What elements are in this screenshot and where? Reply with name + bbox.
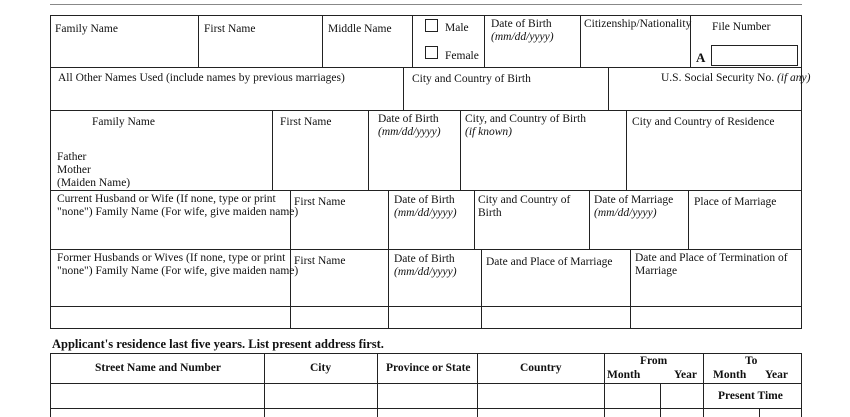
spouse-label-line1: Current Husband or Wife (If none, type or print [57,193,276,205]
male-checkbox[interactable] [425,19,438,32]
grid-line [801,249,802,328]
spouse-birthplace-label2: Birth [478,207,502,219]
grid-line [660,383,661,417]
citizenship-field[interactable] [581,16,692,67]
ssn-field[interactable] [609,68,811,110]
grid-line [481,249,482,328]
grid-line [50,190,802,191]
ssn-note: (if any) [776,72,811,84]
grid-line [50,408,802,409]
to-month-header: Month [713,369,747,381]
father-label: Father [57,151,87,163]
grid-line [589,190,590,249]
former-dob-label: Date of Birth [394,253,455,265]
grid-line [477,353,478,417]
grid-line [801,110,802,190]
citizenship-label: Citizenship/Nationality [584,18,692,30]
present-time-label: Present Time [718,390,783,402]
former-spouse-label-line1: Former Husbands or Wives (If none, type or print [57,252,286,264]
grid-line [50,306,802,307]
termination-label-line2: Marriage [635,265,678,277]
grid-line [703,353,704,417]
city-column-header: City [310,362,332,374]
grid-line [759,408,760,417]
marriage-place-label: Place of Marriage [694,196,777,208]
applicant-dob-label: Date of Birth [491,18,552,30]
grid-line [801,15,802,110]
other-names-field[interactable] [51,68,402,110]
grid-line [264,353,265,417]
parents-first-name-label: First Name [280,116,332,128]
grid-line [626,110,627,190]
parents-dob-label: Date of Birth [378,113,439,125]
spouse-dob-label: Date of Birth [394,194,455,206]
applicant-first-name-label: First Name [204,23,256,35]
to-column-header: To [745,355,758,367]
from-column-header: From [640,355,668,367]
from-month-header: Month [607,369,641,381]
to-year-header: Year [765,369,788,381]
parents-family-name-label: Family Name [92,116,155,128]
file-number-input[interactable] [711,45,798,66]
applicant-middle-name-field[interactable] [323,16,411,67]
grid-line [377,353,378,417]
former-first-name-label: First Name [294,255,346,267]
grid-line [412,15,413,67]
mother-label: Mother [57,164,91,176]
applicant-dob-field[interactable] [485,16,579,67]
grid-line [50,328,802,329]
spouse-label-line2: "none") Family Name (For wife, give maiden name) [57,206,299,218]
applicant-birthplace-field[interactable] [404,68,607,110]
grid-line [630,249,631,328]
grid-line [290,249,291,328]
applicant-family-name-field[interactable] [51,16,197,67]
from-year-header: Year [674,369,697,381]
marriage-date-label: Date of Marriage [594,194,674,206]
female-checkbox[interactable] [425,46,438,59]
applicant-first-name-field[interactable] [199,16,321,67]
grid-line [272,110,273,190]
male-label: Male [445,22,469,34]
grid-line [50,190,51,249]
grid-line [388,249,389,328]
grid-line [474,190,475,249]
grid-line [801,353,802,417]
parents-dob-format: (mm/dd/yyyy) [378,126,441,138]
applicant-dob-format: (mm/dd/yyyy) [491,31,554,43]
grid-line [50,353,802,354]
file-number-prefix: A [696,50,706,65]
grid-line [290,190,291,249]
ssn-label-text: U.S. Social Security No. [661,72,775,84]
grid-line [50,249,802,250]
former-marriage-label: Date and Place of Marriage [486,256,613,268]
grid-line [50,110,802,111]
spouse-dob-format: (mm/dd/yyyy) [394,207,457,219]
grid-line [50,353,51,417]
grid-line [388,190,389,249]
grid-line [368,110,369,190]
grid-line [604,353,605,417]
applicant-middle-name-label: Middle Name [328,23,392,35]
former-spouse-label-line2: "none") Family Name (For wife, give maiden name) [57,265,299,277]
spouse-first-name-label: First Name [294,196,346,208]
other-names-label: All Other Names Used (include names by previous marriages) [58,72,345,84]
street-column-header: Street Name and Number [95,362,221,374]
parents-birthplace-note: (if known) [465,126,512,138]
marriage-date-format: (mm/dd/yyyy) [594,207,657,219]
top-rule [50,4,802,5]
former-dob-format: (mm/dd/yyyy) [394,266,457,278]
grid-line [460,110,461,190]
province-column-header: Province or State [386,362,471,374]
grid-line [50,383,802,384]
parents-birthplace-label: City, and Country of Birth [465,113,586,125]
applicant-birthplace-label: City and Country of Birth [412,73,531,85]
grid-line [801,190,802,249]
grid-line [688,190,689,249]
female-label: Female [445,50,479,62]
applicant-family-name-label: Family Name [55,23,118,35]
spouse-birthplace-label1: City and Country of [478,194,571,206]
ssn-label [661,72,810,85]
grid-line [50,249,51,328]
residence-section-title: Applicant's residence last five years. List present address first. [52,337,384,351]
country-column-header: Country [520,362,562,374]
grid-line [50,110,51,190]
maiden-name-label: (Maiden Name) [57,177,131,189]
file-number-label: File Number [712,21,771,33]
termination-label-line1: Date and Place of Termination of [635,252,788,264]
parents-residence-label: City and Country of Residence [632,116,775,128]
